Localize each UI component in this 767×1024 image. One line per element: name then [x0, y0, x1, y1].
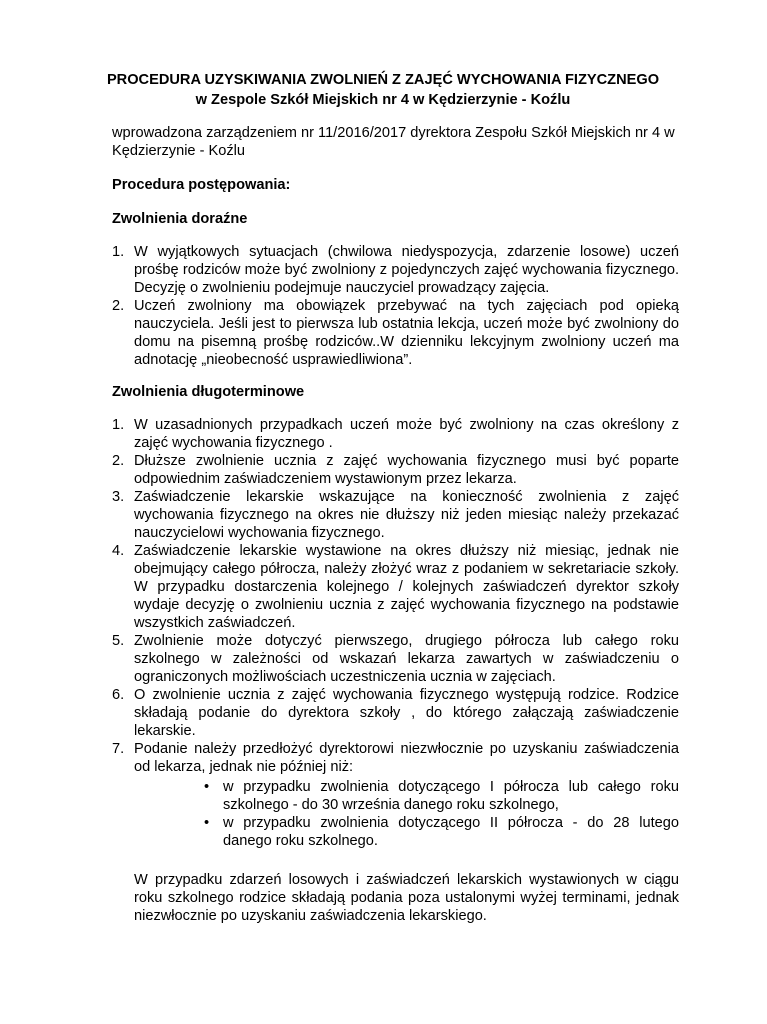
list-item [112, 686, 679, 740]
document-title [80, 70, 686, 110]
list-item [112, 542, 679, 632]
list-item-text: Uczeń zwolniony ma obowiązek przebywać na tych zajęciach pod opieką nauczyciela. Jeśli jest to pierwsza lub ostatnia lekcja, uczeń może być zwolniony do domu na pisemną prośbę rodziców..W dzienniku lekcyjnym zwolniony uczeń ma adnotację „nieobecność usprawiedliwiona”. [134, 298, 679, 368]
bullet-text: w przypadku zwolnienia dotyczącego II półrocza - do 28 lutego danego roku szkolnego. [223, 815, 679, 849]
list-item [112, 488, 679, 542]
list-item-number: 2. [112, 453, 125, 469]
bullet-icon: • [204, 815, 210, 831]
list-item-number: 5. [112, 633, 125, 649]
list-item-text: Zwolnienie może dotyczyć pierwszego, drugiego półrocza lub całego roku szkolnego w zależności od wskazań lekarza zawartych w zaświadczeniu o ograniczonych możliwościach uczestniczenia ucznia w zajęciach. [134, 633, 679, 685]
list-item-text: Zaświadczenie lekarskie wskazujące na konieczność zwolnienia z zajęć wychowania fizycznego na okres nie dłuższy niż jeden miesiąc należy przekazać nauczycielowi wychowania fizycznego. [134, 489, 679, 541]
bullet-item [204, 778, 679, 814]
list-item [112, 632, 679, 686]
list-item-number: 3. [112, 489, 125, 505]
list-item-number: 7. [112, 741, 125, 757]
list-item [112, 452, 679, 488]
list-item-text: Podanie należy przedłożyć dyrektorowi niezwłocznie po uzyskaniu zaświadczenia od lekarza, jednak nie później niż: [134, 741, 679, 775]
list-item-text: Zaświadczenie lekarskie wystawione na okres dłuższy niż miesiąc, jednak nie obejmujący całego półrocza, należy złożyć wraz z podaniem w sekretariacie szkoły. W przypadku dostarczenia kolejnego / kolejnych zaświadczeń dyrektor szkoły wydaje decyzję o zwolnieniu ucznia z zajęć wychowania fizycznego na podstawie wszystkich zaświadczeń. [134, 543, 679, 631]
intro-paragraph: wprowadzona zarządzeniem nr 11/2016/2017 dyrektora Zespołu Szkół Miejskich nr 4 w Kędzierzynie - Koźlu [112, 125, 675, 159]
list-item-text: O zwolnienie ucznia z zajęć wychowania fizycznego występują rodzice. Rodzice składają podanie do dyrektora szkoły , do którego załączają zaświadczenie lekarskie. [134, 687, 679, 739]
procedure-heading: Procedura postępowania: [112, 177, 291, 193]
list-item-text: W uzasadnionych przypadkach uczeń może być zwolniony na czas określony z zajęć wychowania fizycznego . [134, 417, 679, 451]
closing-paragraph: W przypadku zdarzeń losowych i zaświadczeń lekarskich wystawionych w ciągu roku szkolnego rodzice składają podania poza ustalonymi wyżej terminami, jednak niezwłocznie po uzyskaniu zaświadczenia lekarskiego. [134, 872, 679, 924]
bullet-text: w przypadku zwolnienia dotyczącego I półrocza lub całego roku szkolnego - do 30 września danego roku szkolnego, [223, 779, 679, 813]
list-item-number: 1. [112, 244, 125, 260]
deadline-bullet-list [204, 778, 679, 850]
list-item [112, 243, 679, 297]
list-item-text: Dłuższe zwolnienie ucznia z zajęć wychowania fizycznego musi być poparte odpowiednim zaświadczeniem wystawionym przez lekarza. [134, 453, 679, 487]
section-heading-long-term: Zwolnienia długoterminowe [112, 384, 305, 400]
list-item-number: 4. [112, 543, 125, 559]
bullet-icon: • [204, 779, 210, 795]
list-item [112, 740, 679, 776]
section-heading-temporary: Zwolnienia doraźne [112, 211, 248, 227]
list-item-number: 6. [112, 687, 125, 703]
long-term-exemptions-list [112, 416, 679, 776]
title-line-1: PROCEDURA UZYSKIWANIA ZWOLNIEŃ Z ZAJĘĆ WYCHOWANIA FIZYCZNEGO [106, 72, 660, 88]
list-item [112, 297, 679, 369]
list-item-number: 2. [112, 298, 125, 314]
temporary-exemptions-list [112, 243, 679, 369]
title-line-2: w Zespole Szkół Miejskich nr 4 w Kędzierzynie - Koźlu [195, 92, 571, 108]
list-item-number: 1. [112, 417, 125, 433]
bullet-item [204, 814, 679, 850]
list-item-text: W wyjątkowych sytuacjach (chwilowa niedyspozycja, zdarzenie losowe) uczeń prośbę rodziców może być zwolniony z pojedynczych zajęć wychowania fizycznego. Decyzję o zwolnieniu podejmuje nauczyciel prowadzący zajęcia. [134, 244, 679, 296]
list-item [112, 416, 679, 452]
